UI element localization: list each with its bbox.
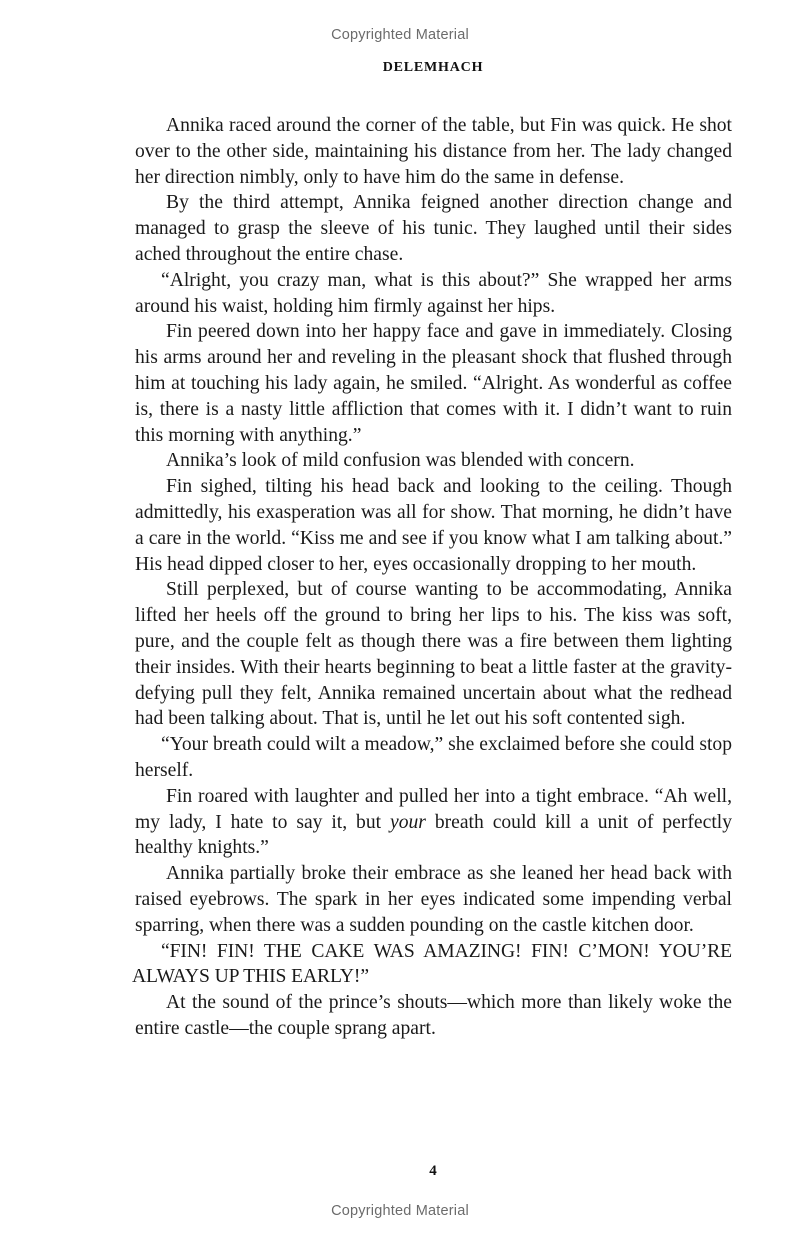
paragraph: Fin peered down into her happy face and gave in immediately. Closing his arms around her and reveling in the pleasant shock that flushed through him at touching his lady again, he smiled. “Alright. As wonderful as coffee is, there is a nasty little affliction that comes with it. I didn’t want to ruin this morning with anything.”: [135, 321, 732, 446]
paragraph-emphasis: your: [390, 811, 426, 833]
paragraph: By the third attempt, Annika feigned another direction change and managed to grasp the sleeve of his tunic. They laughed until their sides ached throughout the entire chase.: [135, 192, 732, 265]
body-text: [132, 113, 732, 1042]
paragraph: Annika raced around the corner of the table, but Fin was quick. He shot over to the other side, maintaining his distance from her. The lady changed her direction nimbly, only to have him do the same in defense.: [135, 115, 732, 188]
copyright-notice-bottom: Copyrighted Material: [331, 1203, 469, 1219]
paragraph: “FIN! FIN! THE CAKE WAS AMAZING! FIN! C’MON! YOU’RE ALWAYS UP THIS EARLY!”: [132, 940, 732, 988]
copyright-notice-top: Copyrighted Material: [331, 27, 469, 43]
running-head-title: DELEMHACH: [382, 60, 484, 75]
paragraph-text-before: Fin roared with laughter and pulled her into a tight embrace. “Ah well, my lady, I hate to say it, but: [135, 785, 732, 833]
paragraph: [135, 784, 732, 861]
paragraph: Annika partially broke their embrace as she leaned her head back with raised eyebrows. The spark in her eyes indicated some impending verbal sparring, when there was a sudden pounding on the castle kitchen door.: [135, 863, 732, 936]
paragraph: “Your breath could wilt a meadow,” she exclaimed before she could stop herself.: [135, 734, 732, 781]
page-number: 4: [429, 1163, 437, 1179]
paragraph: “Alright, you crazy man, what is this about?” She wrapped her arms around his waist, holding him firmly against her hips.: [135, 269, 732, 317]
running-head: [0, 60, 800, 76]
paragraph: At the sound of the prince’s shouts—which more than likely woke the entire castle—the couple sprang apart.: [135, 992, 732, 1039]
paragraph: Fin sighed, tilting his head back and looking to the ceiling. Though admittedly, his exasperation was all for show. That morning, he didn’t have a care in the world. “Kiss me and see if you know what I am talking about.” His head dipped closer to her, eyes occasionally dropping to her mouth.: [135, 476, 732, 575]
paragraph: Still perplexed, but of course wanting to be accommodating, Annika lifted her heels off the ground to bring her lips to his. The kiss was soft, pure, and the couple felt as though there was a fire between them lighting their insides. With their hearts beginning to beat a little faster at the gravity-defying pull they felt, Annika remained uncertain about what the redhead had been talking about. That is, until he let out his soft contented sigh.: [135, 579, 732, 730]
paragraph-text-after: breath could kill a unit of perfectly healthy knights.”: [135, 811, 732, 859]
paragraph: Annika’s look of mild confusion was blended with concern.: [166, 450, 635, 472]
